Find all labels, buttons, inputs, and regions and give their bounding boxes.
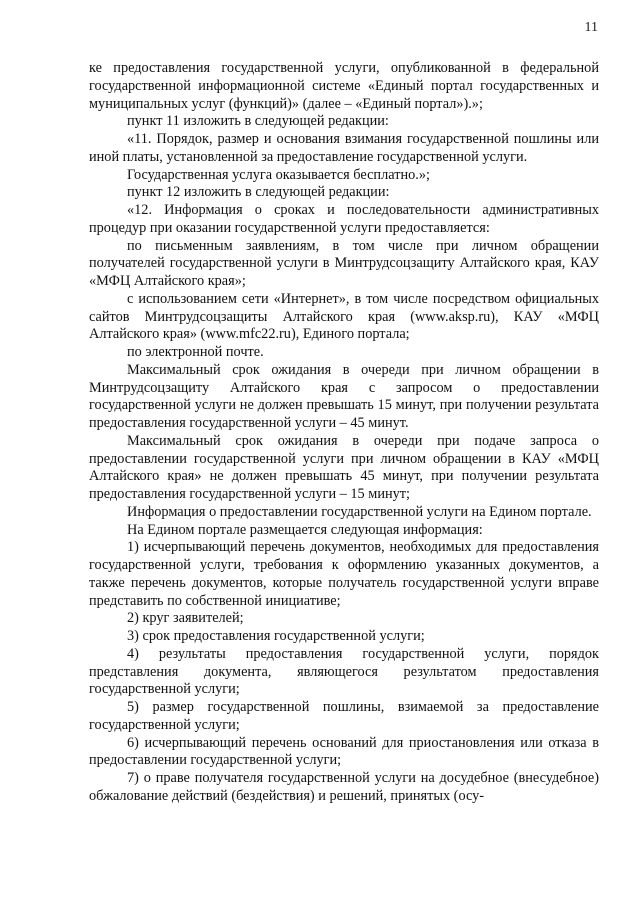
paragraph: Информация о предоставлении государственной услуги на Едином портале.	[127, 503, 592, 520]
paragraph: пункт 12 изложить в следующей редакции:	[127, 184, 390, 201]
paragraph: по электронной почте.	[127, 344, 264, 360]
paragraph: 3) срок предоставления государственной услуги;	[127, 628, 425, 644]
paragraph: Государственная услуга оказывается бесплатно.»;	[127, 166, 430, 183]
paragraph: 2) круг заявителей;	[127, 610, 244, 627]
paragraph: На Едином портале размещается следующая информация:	[127, 521, 483, 538]
paragraph: с использованием сети «Интернет», в том числе посредством официальных сайтов Минтрудсоцзащиты Алтайского края (www.aksp.ru), КАУ «МФЦ Алтайского края» (www.mfc22.ru), Единого портала;	[89, 290, 599, 343]
paragraph: 6) исчерпывающий перечень оснований для приостановления или отказа в предоставлении государственной услуги;	[89, 734, 599, 769]
paragraph: пункт 11 изложить в следующей редакции:	[127, 113, 389, 130]
paragraph: 7) о праве получателя государственной услуги на досудебное (внесудебное) обжалование действий (бездействия) и решений, принятых (осу-	[89, 770, 599, 804]
page-number: 11	[584, 20, 598, 35]
paragraph: ке предоставления государственной услуги, опубликованной в федеральной государственной информационной системе «Единый портал государственных и муниципальных услуг (функций)» (далее – «Единый портал»).»;	[89, 60, 599, 112]
paragraph: 4) результаты предоставления государственной услуги, порядок представления документа, являющегося результатом предоставления государственной услуги;	[89, 645, 599, 698]
document-body	[89, 60, 599, 806]
paragraph: «11. Порядок, размер и основания взимания государственной пошлины или иной платы, установленной за предоставление государственной услуги.	[89, 131, 599, 165]
paragraph: Максимальный срок ожидания в очереди при личном обращении в Минтрудсоцзащиту Алтайского края с запросом о предоставлении государственной услуги не должен превышать 15 минут, при получении результата предоставления государственной услуги – 45 минут.	[89, 361, 599, 431]
paragraph: по письменным заявлениям, в том числе при личном обращении получателей государственной услуги в Минтрудсоцзащиту Алтайского края, КАУ «МФЦ Алтайского края»;	[89, 237, 599, 289]
paragraph: 1) исчерпывающий перечень документов, необходимых для предоставления государственной услуги, требования к оформлению указанных документов, а также перечень документов, которые получатель государственной услуги вправе представить по собственной инициативе;	[89, 539, 599, 609]
paragraph: Максимальный срок ожидания в очереди при подаче запроса о предоставлении государственной услуги при личном обращении в КАУ «МФЦ Алтайского края» не должен превышать 45 минут, при получении результата предоставления государственной услуги – 15 минут;	[89, 432, 599, 502]
paragraph: «12. Информация о сроках и последовательности административных процедур при оказании государственной услуги предоставляется:	[89, 202, 599, 236]
paragraph: 5) размер государственной пошлины, взимаемой за предоставление государственной услуги;	[89, 699, 599, 733]
